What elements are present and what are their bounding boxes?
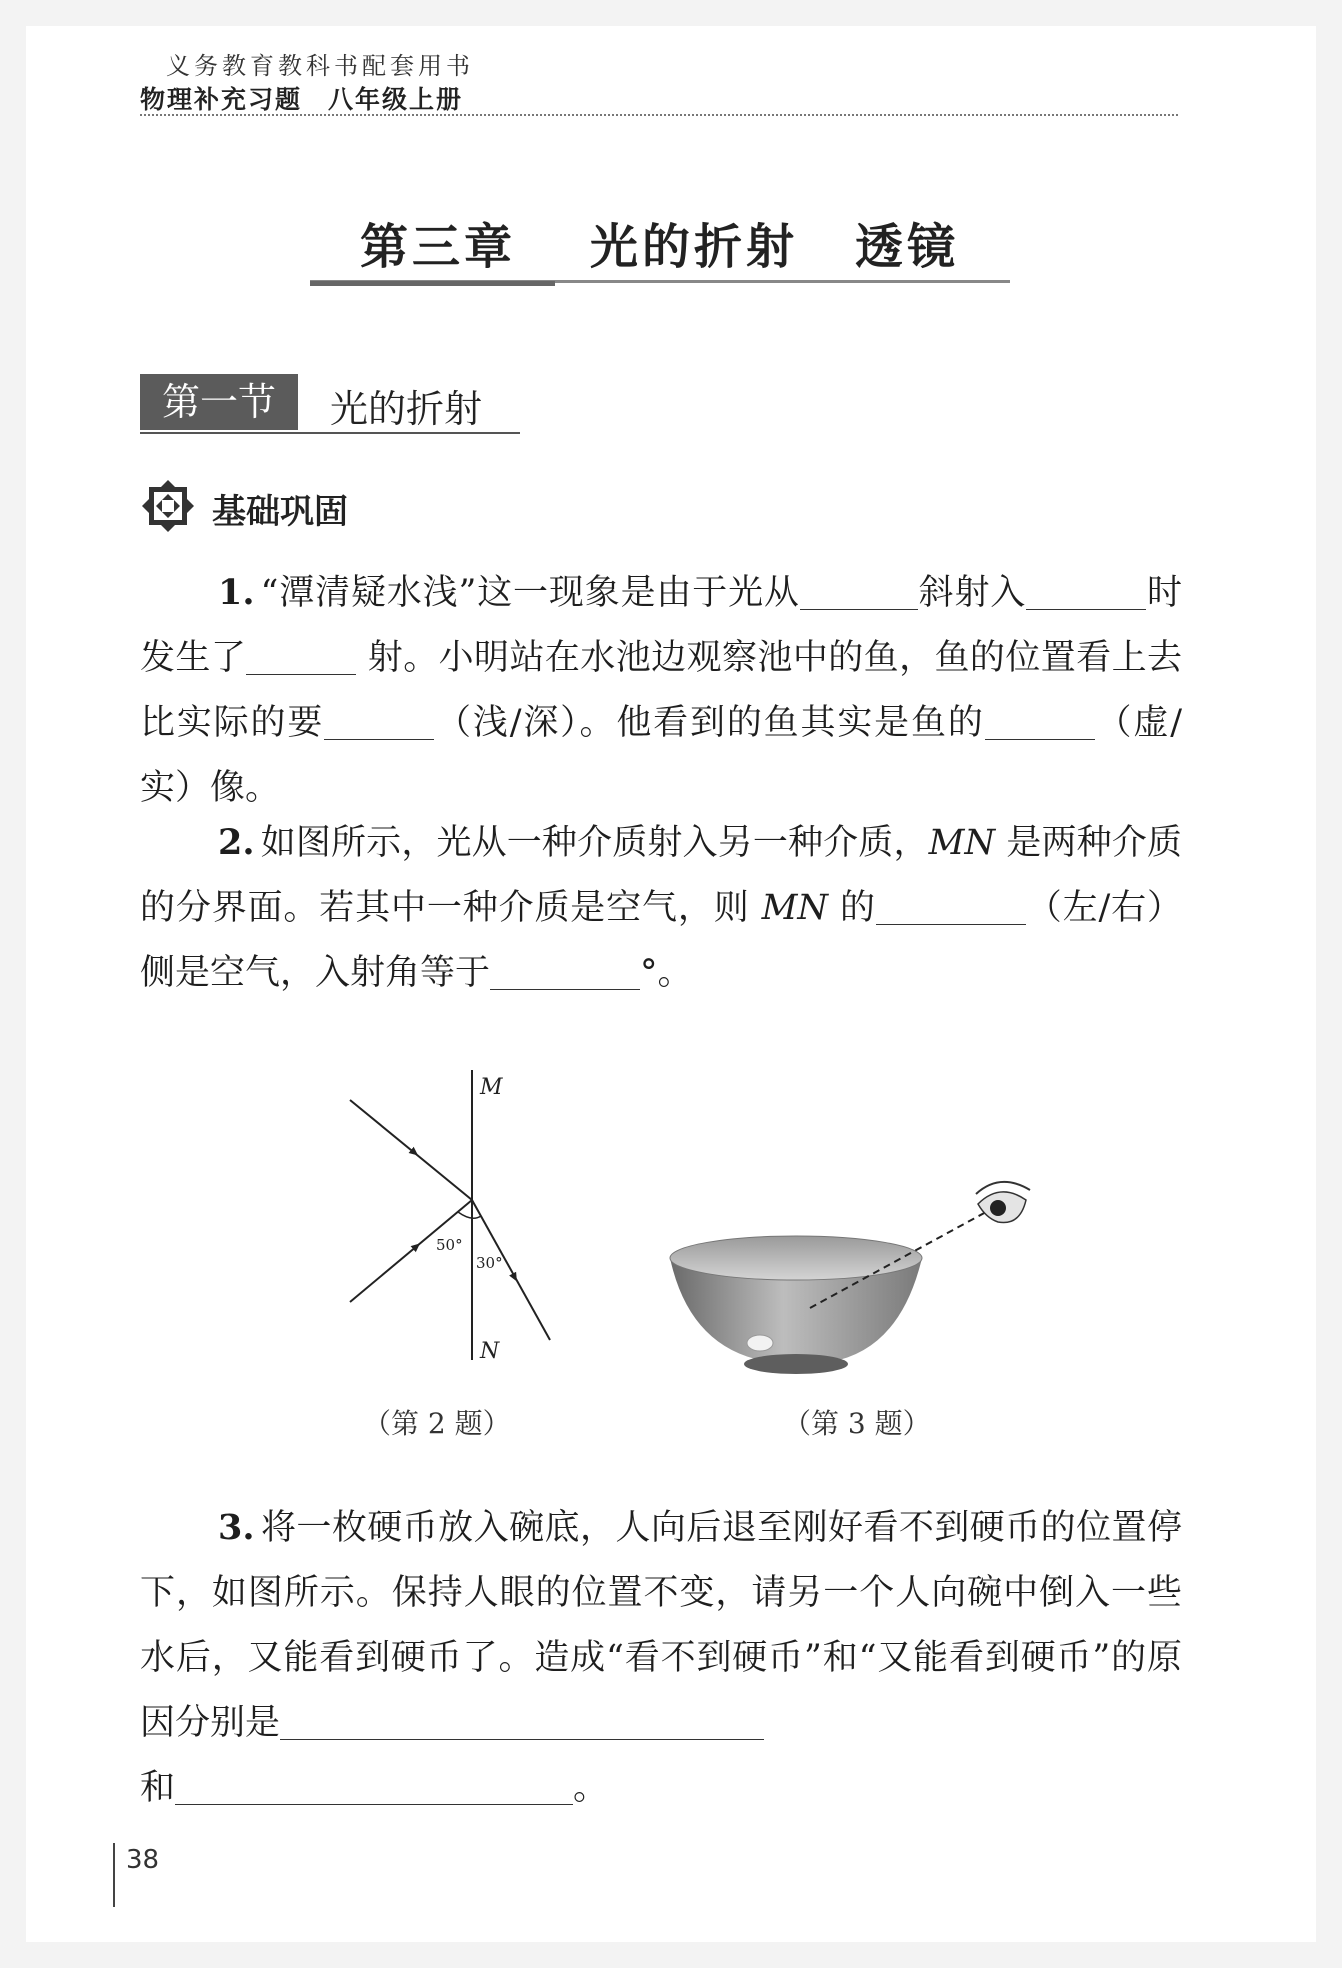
q2-text-3: 的 [828,888,876,928]
angle-arc [458,1212,481,1218]
incident-ray-upper [350,1100,472,1200]
figure-2-refraction-diagram [330,1050,570,1370]
section-number: 第一节 [140,374,298,430]
q1-text-2: 斜射入 [917,573,1027,613]
grade-label: 八年级上册 [328,85,464,114]
q3-blank-2[interactable] [175,1764,573,1805]
eye-icon [976,1182,1030,1223]
page-number-bar [113,1843,115,1907]
q1-number: 1. [218,572,255,613]
figure-3-bowl-diagram [660,1150,1040,1380]
bowl-foot [744,1354,848,1374]
page-number: 38 [126,1845,160,1875]
question-2 [140,810,1182,1006]
angle-label-50: 50° [436,1236,463,1254]
q2-number: 2. [218,822,255,863]
chapter-heading [310,208,1010,283]
q1-text-6: （虚/实）像。 [140,703,1182,808]
chapter-number: 第三章 [360,219,517,275]
book-header [140,80,489,116]
q1-blank-3[interactable] [246,634,356,675]
q1-blank-5[interactable] [985,699,1095,740]
series-header: 义务教育教科书配套用书 [166,52,474,80]
q1-text-3: 时发生了 [140,573,1182,678]
q1-text-4: 射。小明站在水池边观察池中的鱼，鱼的位置看上去比实际的要 [140,638,1182,743]
figure-3-caption: （第 3 题） [783,1407,931,1440]
bowl-rim [670,1236,922,1280]
q1-blank-4[interactable] [324,699,434,740]
q1-text-1: “潭清疑水浅”这一现象是由于光从 [260,573,800,613]
subsection-label: 基础巩固 [212,492,348,532]
diamond-badge-icon [140,478,196,534]
book-title: 物理补充习题 [140,85,303,114]
q3-number: 3. [218,1507,255,1548]
section-title: 光的折射 [330,387,483,431]
label-m: M [480,1075,503,1100]
section-heading [140,374,520,434]
q3-text-1: 将一枚硬币放入碗底，人向后退至刚好看不到硬币的位置停下，如图所示。保持人眼的位置不变，请另一个人向碗中倒入一些水后，又能看到硬币了。造成“看不到硬币”和“又能看到硬币”的原因分别是 [140,1508,1182,1743]
question-3 [140,1495,1182,1821]
q2-mn-1: MN [928,823,996,863]
q1-blank-2[interactable] [1026,569,1146,610]
chapter-title-2: 透镜 [855,219,960,275]
q2-text-4: （左/右）侧是空气，入射角等于 [140,888,1182,993]
label-n: N [480,1339,500,1364]
figure-2-caption: （第 2 题） [363,1407,511,1440]
chapter-title-1: 光的折射 [590,219,799,275]
q2-blank-2[interactable] [490,949,640,990]
q3-blank-1[interactable] [280,1699,764,1740]
q2-mn-2: MN [761,888,829,928]
q3-text-3: 。 [573,1768,609,1808]
q2-text-2: 是两种介质的分界面。若其中一种介质是空气，则 [140,823,1182,928]
q1-text-5: （浅/深）。他看到的鱼其实是鱼的 [434,703,985,743]
chapter-underline-accent [310,281,555,286]
header-divider [140,114,1178,116]
q2-text-5: °。 [640,953,693,993]
q2-text-1: 如图所示，光从一种介质射入另一种介质， [260,823,929,863]
angle-label-30: 30° [476,1254,503,1272]
q2-blank-1[interactable] [876,884,1026,925]
q1-blank-1[interactable] [800,569,918,610]
q3-text-2: 和 [140,1768,176,1808]
coin [747,1335,773,1351]
question-1 [140,560,1182,821]
